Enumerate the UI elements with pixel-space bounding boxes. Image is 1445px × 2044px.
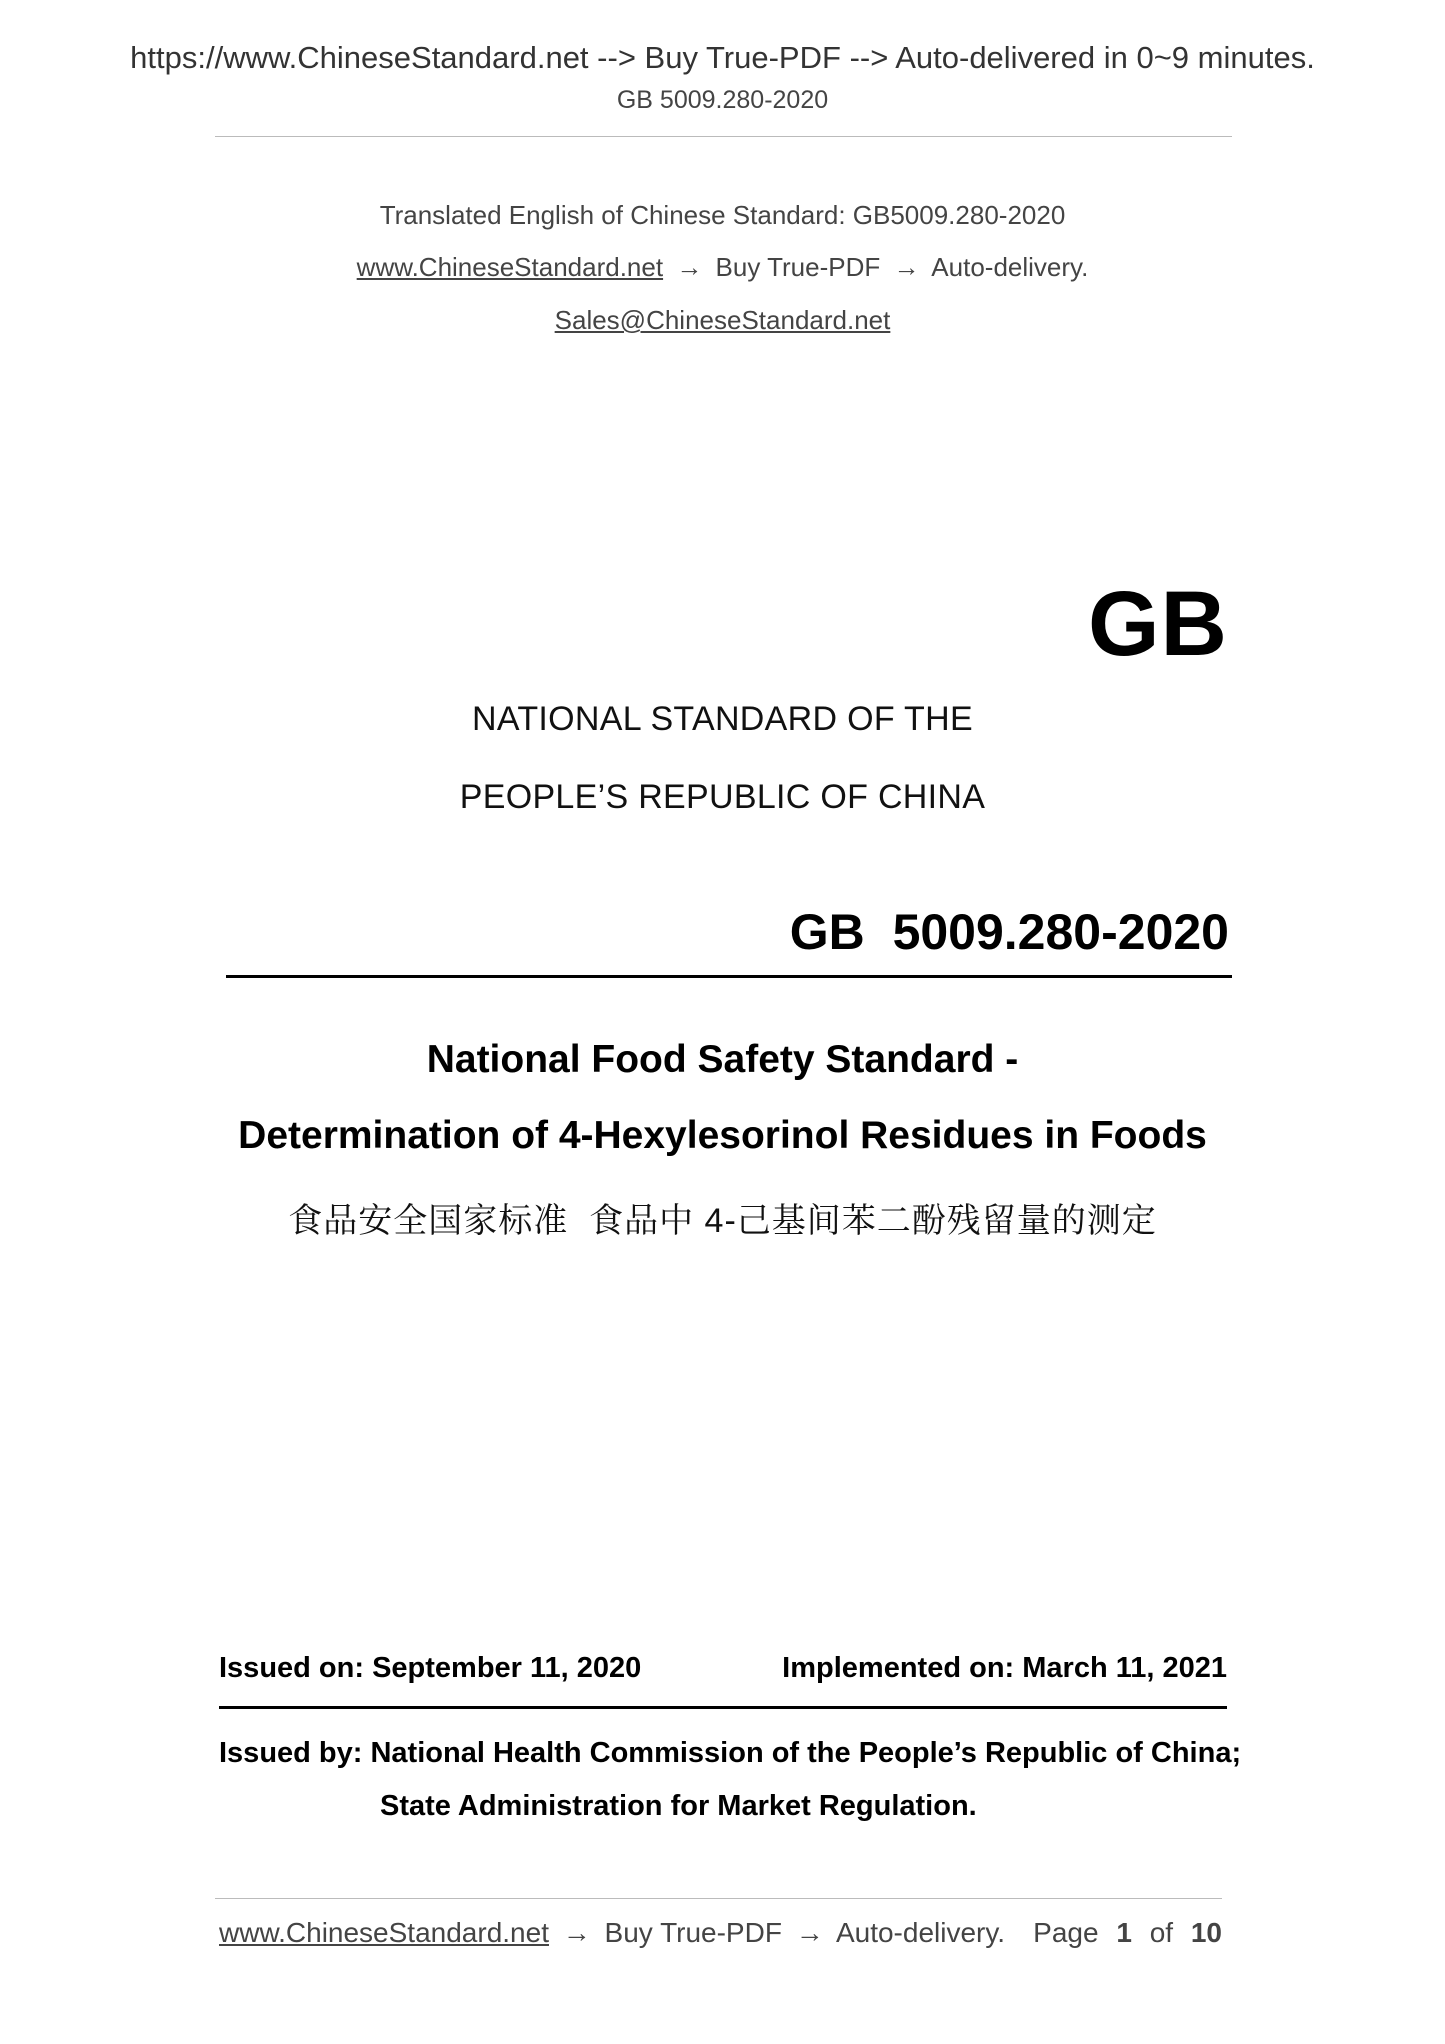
header-url-line xyxy=(0,40,1445,76)
footer-divider xyxy=(215,1898,1222,1899)
translation-links xyxy=(0,252,1445,283)
page-of-label: of xyxy=(1149,1917,1174,1948)
standard-number: GB 5009.280-2020 xyxy=(789,904,1229,960)
arrow-right-icon: → xyxy=(795,1917,824,1948)
page-current: 1 xyxy=(1116,1917,1132,1948)
footer-site-link[interactable]: www.ChineseStandard.net xyxy=(219,1917,549,1948)
national-standard-line1: NATIONAL STANDARD OF THE xyxy=(472,700,973,738)
header-separator: --> xyxy=(849,40,889,75)
translation-title: Translated English of Chinese Standard: GB5009.280-2020 xyxy=(379,200,1066,230)
implemented-date: Implemented on: March 11, 2021 xyxy=(782,1652,1227,1684)
footer-delivery-text: Auto-delivery. xyxy=(835,1917,1006,1948)
dates-divider xyxy=(219,1706,1227,1709)
issuer-line1: Issued by: National Health Commission of the People’s Republic of China; xyxy=(219,1737,1242,1769)
arrow-right-icon: → xyxy=(562,1917,591,1948)
footer-buy-text: Buy True-PDF xyxy=(604,1917,782,1948)
page-total: 10 xyxy=(1190,1917,1222,1948)
header-divider xyxy=(215,136,1232,137)
document-title-chinese: 食品安全国家标准 食品中 4-己基间苯二酚残留量的测定 xyxy=(288,1202,1157,1240)
footer-links xyxy=(219,1917,1005,1949)
gb-logo-mark: GB xyxy=(1088,573,1228,675)
national-standard-line2: PEOPLE’S REPUBLIC OF CHINA xyxy=(459,778,986,816)
header-standard-code: GB 5009.280-2020 xyxy=(616,86,829,114)
document-title-line2: Determination of 4-Hexylesorinol Residues in Foods xyxy=(238,1114,1207,1157)
header-buy-text: Buy True-PDF xyxy=(644,40,841,75)
header-delivery-text: Auto-delivered in 0~9 minutes. xyxy=(895,40,1315,75)
translation-buy-text: Buy True-PDF xyxy=(715,252,881,282)
page-label: Page xyxy=(1033,1917,1099,1948)
standard-number-underline xyxy=(226,975,1232,978)
translation-delivery-text: Auto-delivery. xyxy=(931,252,1089,282)
issued-date: Issued on: September 11, 2020 xyxy=(219,1652,642,1684)
translation-site-link[interactable]: www.ChineseStandard.net xyxy=(356,252,664,282)
page-indicator xyxy=(1033,1917,1222,1949)
document-title-line1: National Food Safety Standard - xyxy=(426,1038,1019,1081)
header-site-link[interactable]: https://www.ChineseStandard.net xyxy=(130,40,589,75)
sales-email-link[interactable]: Sales@ChineseStandard.net xyxy=(554,305,891,335)
issuer-line2: State Administration for Market Regulation. xyxy=(380,1790,977,1822)
arrow-right-icon: → xyxy=(676,252,703,282)
arrow-right-icon: → xyxy=(893,252,920,282)
header-separator: --> xyxy=(597,40,636,75)
